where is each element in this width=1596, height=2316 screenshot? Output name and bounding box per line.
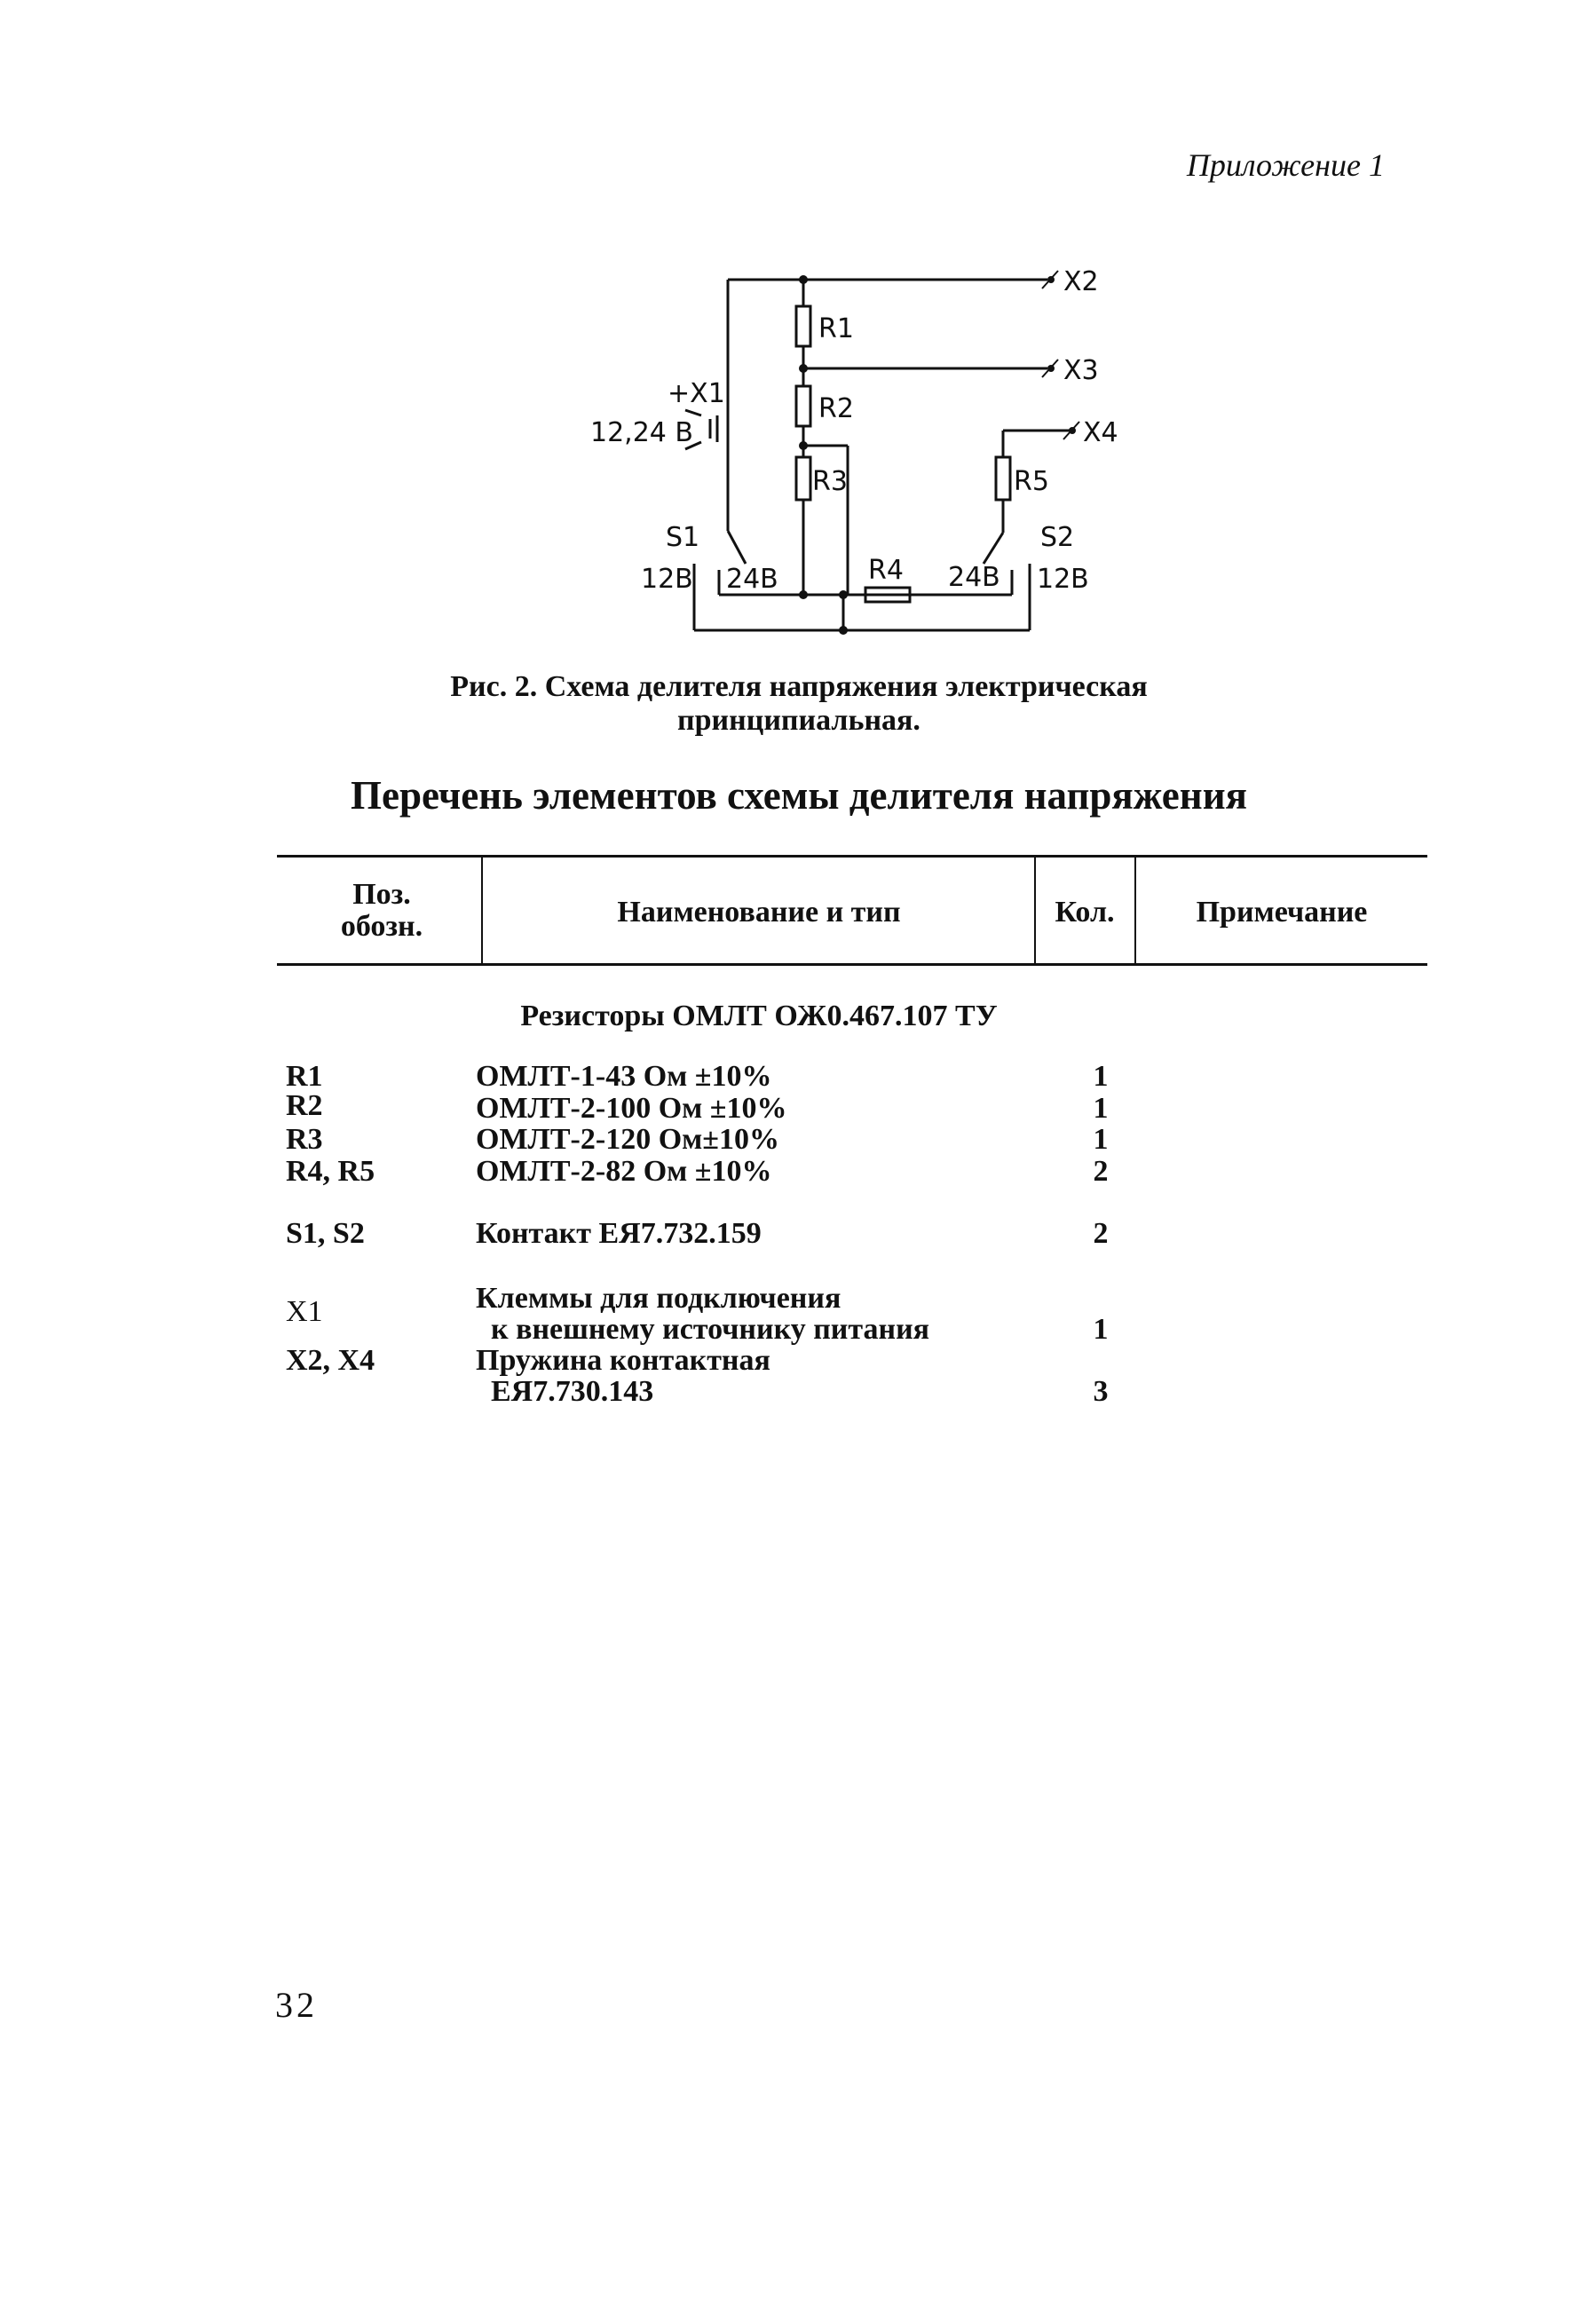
- row-qty: 1: [1093, 1092, 1109, 1125]
- resistor-r2: [796, 386, 810, 426]
- label-s1: S1: [666, 522, 700, 553]
- table-top-rule: [277, 855, 1427, 858]
- label-r3: R3: [812, 466, 848, 497]
- node-dot: [799, 441, 808, 450]
- row-pos: R4, R5: [286, 1155, 375, 1188]
- header-pos: [284, 879, 479, 943]
- row-name: Контакт ЕЯ7.732.159: [476, 1217, 762, 1250]
- header-pos-line-1: Поз.: [352, 878, 411, 911]
- row-name: ОМЛТ-2-82 Ом ±10%: [476, 1155, 772, 1188]
- row-qty: 2: [1093, 1217, 1109, 1250]
- label-x1-voltage: 12,24 В: [590, 417, 694, 448]
- label-s2-24v: 24В: [948, 562, 1000, 593]
- row-pos: X2, X4: [286, 1344, 375, 1377]
- row-qty: 3: [1093, 1375, 1109, 1408]
- label-r2: R2: [818, 393, 854, 424]
- table-header-bottom-rule: [277, 963, 1427, 966]
- label-r4: R4: [868, 555, 904, 586]
- group-title: Резисторы ОМЛТ ОЖ0.467.107 ТУ: [520, 1000, 998, 1032]
- row-qty: 1: [1093, 1313, 1109, 1346]
- label-r5: R5: [1014, 466, 1049, 497]
- header-qty: Кол.: [1055, 896, 1115, 929]
- label-x4: X4: [1083, 417, 1118, 448]
- row-qty: 1: [1093, 1123, 1109, 1156]
- appendix-label: Приложение 1: [1186, 147, 1385, 183]
- label-s1-12v: 12В: [641, 564, 693, 595]
- row-name: Пружина контактная: [476, 1344, 770, 1377]
- resistor-r3: [796, 457, 810, 500]
- node-dot: [799, 364, 808, 373]
- header-note: Примечание: [1196, 896, 1368, 929]
- caption-line-1: Рис. 2. Схема делителя напряжения электрическая: [450, 670, 1148, 703]
- row-pos: R2: [286, 1089, 323, 1122]
- row-pos: R1: [286, 1060, 323, 1093]
- row-name: ОМЛТ-1-43 Ом ±10%: [476, 1060, 772, 1093]
- node-dot: [839, 626, 848, 635]
- label-x2: X2: [1063, 266, 1099, 297]
- row-name: ОМЛТ-2-100 Ом ±10%: [476, 1092, 787, 1125]
- header-pos-line-2: обозн.: [340, 910, 423, 943]
- row-qty: 2: [1093, 1155, 1109, 1188]
- node-dot: [839, 590, 848, 599]
- row-name-continued: к внешнему источнику питания: [476, 1313, 930, 1346]
- column-divider: [481, 855, 483, 965]
- switch-s2: [984, 533, 1003, 564]
- row-pos: X1: [286, 1295, 323, 1328]
- voltage-divider-schematic: [568, 257, 1118, 648]
- row-name-continued: ЕЯ7.730.143: [476, 1375, 654, 1408]
- resistor-r5: [996, 457, 1010, 500]
- label-x1: +X1: [668, 378, 725, 409]
- resistor-r1: [796, 306, 810, 346]
- row-name: ОМЛТ-2-120 Ом±10%: [476, 1123, 779, 1156]
- page-number: 32: [275, 1985, 318, 2025]
- row-pos: R3: [286, 1123, 323, 1156]
- label-s1-24v: 24В: [726, 564, 778, 595]
- header-name: Наименование и тип: [617, 896, 901, 929]
- node-dot: [799, 275, 808, 284]
- row-qty: 1: [1093, 1060, 1109, 1093]
- switch-s1: [728, 531, 746, 564]
- row-pos: S1, S2: [286, 1217, 365, 1250]
- list-title: Перечень элементов схемы делителя напряжения: [351, 773, 1247, 818]
- figure-caption: [373, 670, 1225, 738]
- label-x3: X3: [1063, 355, 1099, 386]
- caption-line-2: принципиальная.: [677, 704, 920, 737]
- row-name: Клеммы для подключения: [476, 1282, 841, 1315]
- label-s2-12v: 12В: [1037, 564, 1089, 595]
- node-dot: [799, 590, 808, 599]
- label-r1: R1: [818, 313, 854, 344]
- label-s2: S2: [1040, 522, 1075, 553]
